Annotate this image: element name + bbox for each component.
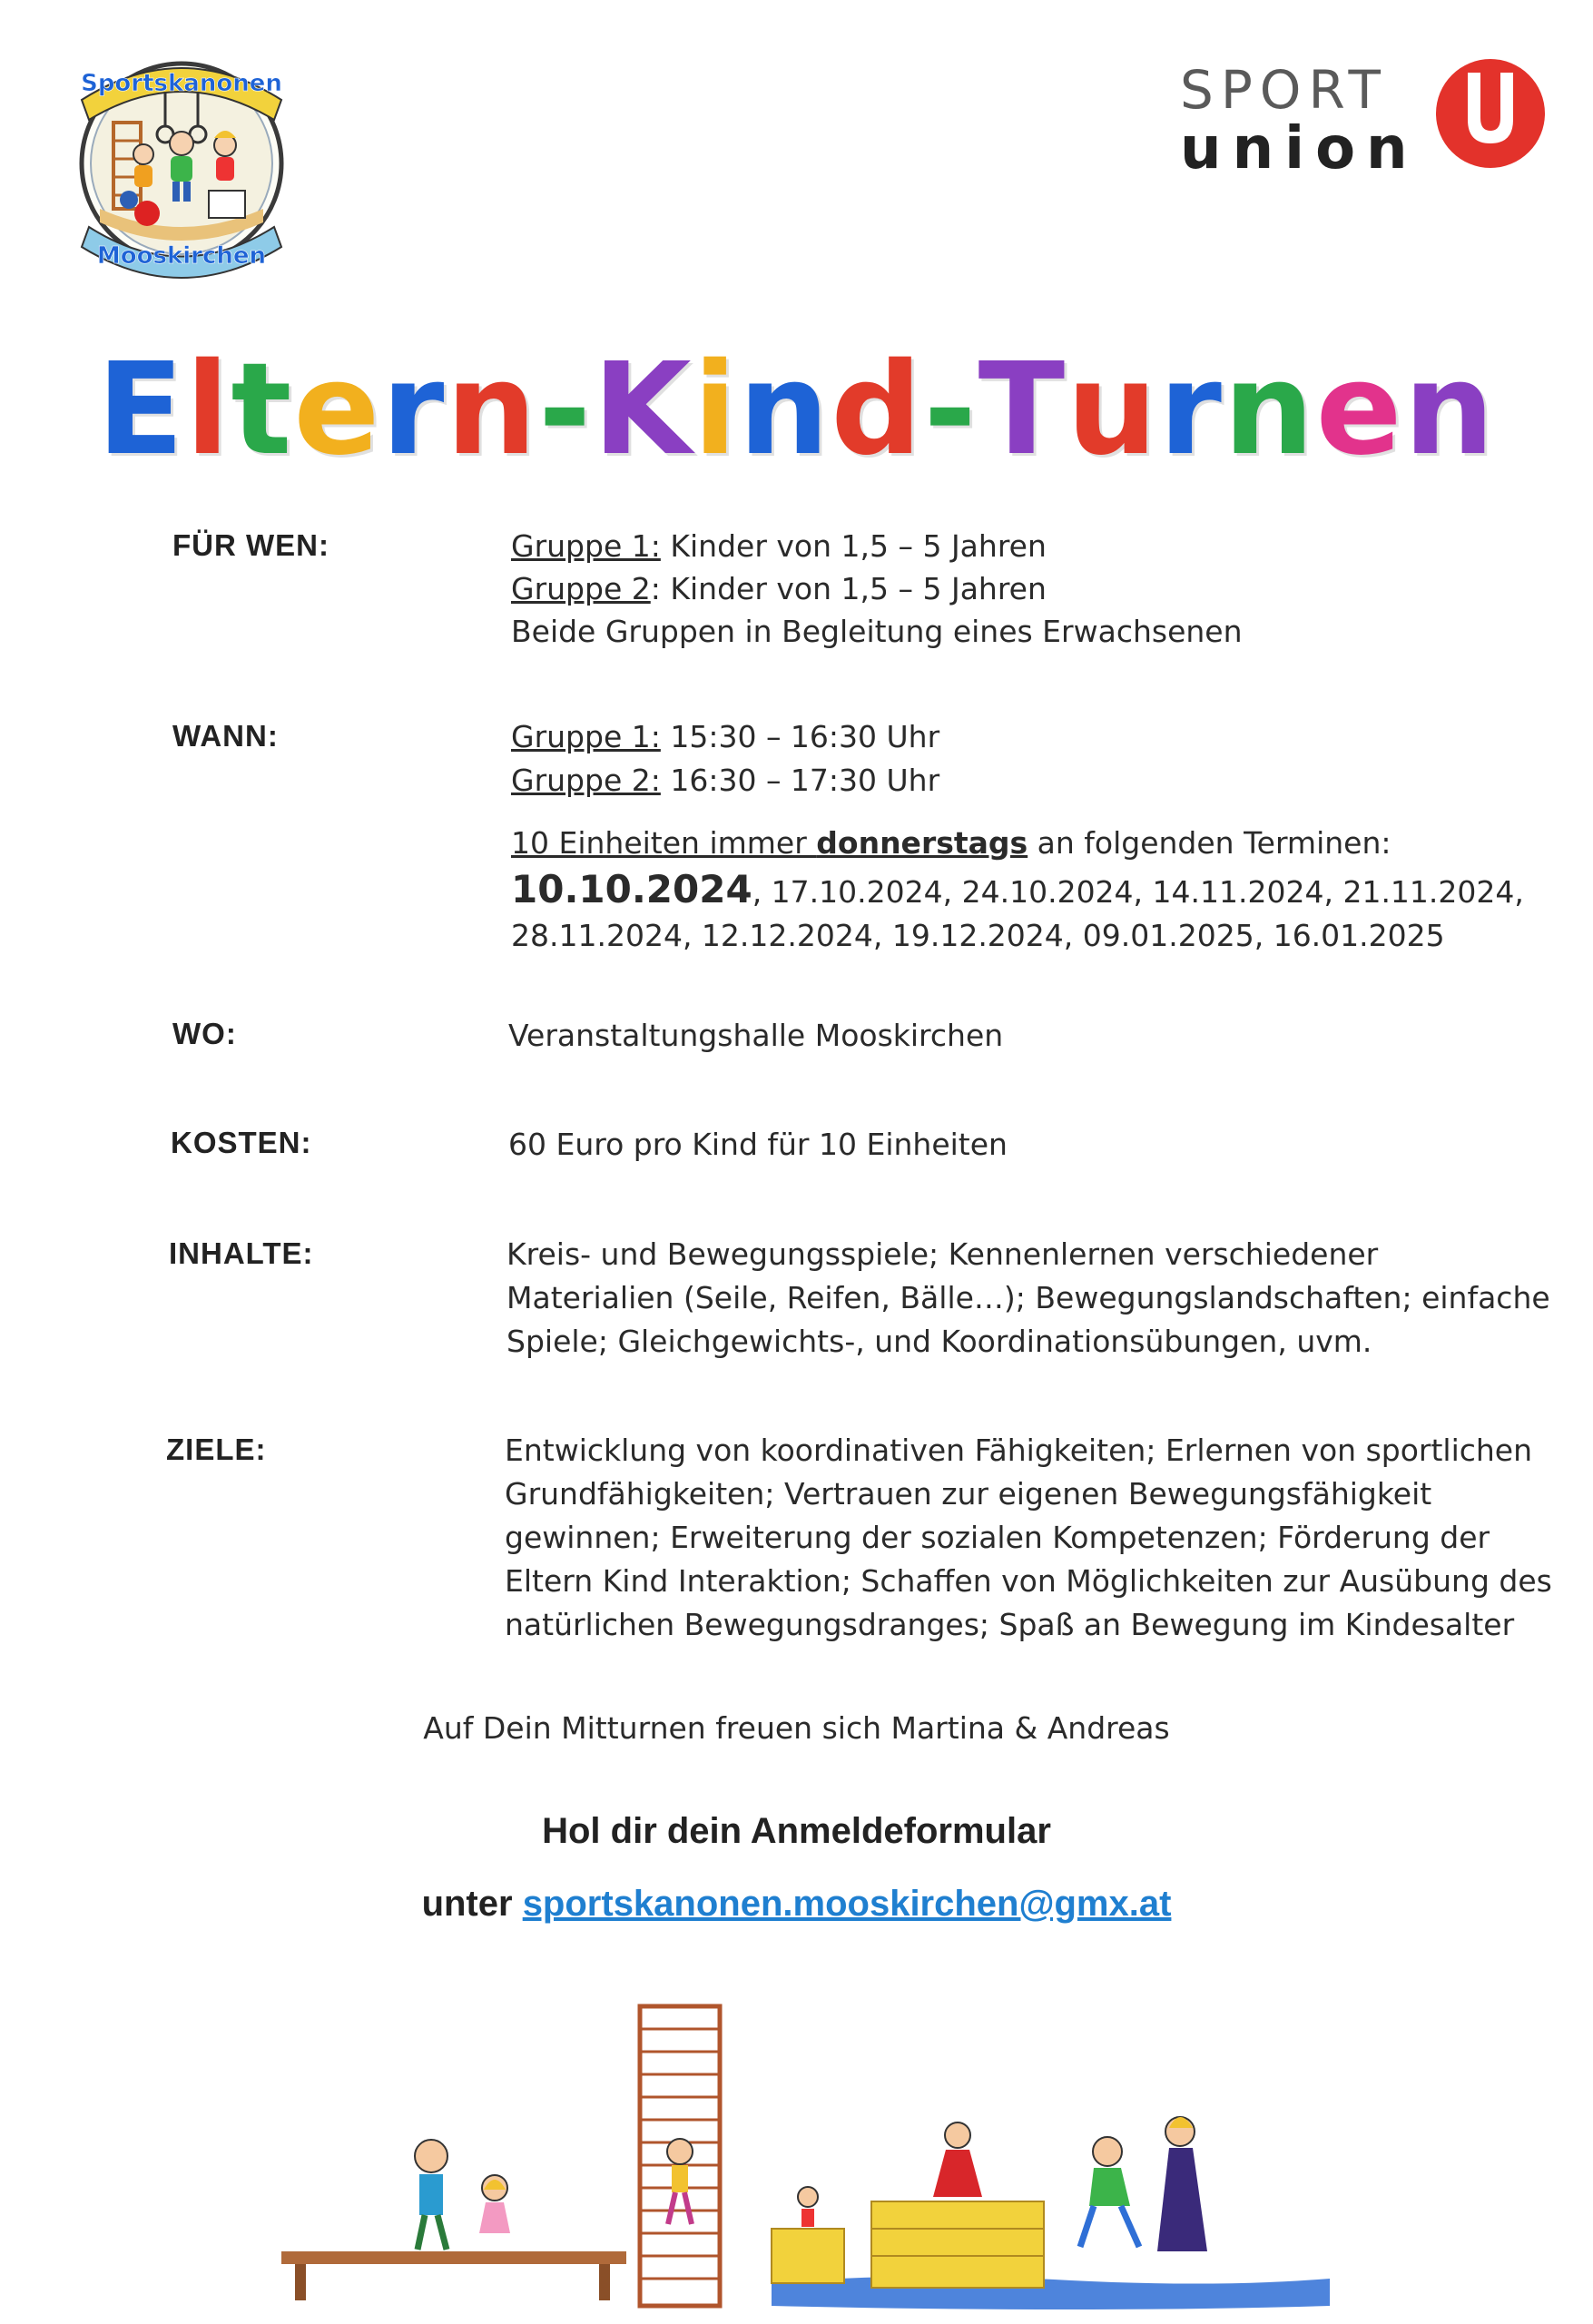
fuer-wen-group2	[511, 567, 1047, 611]
wann-group1-label: Gruppe 1:	[511, 719, 661, 754]
sport-union-logo-line1: SPORT	[1180, 59, 1388, 121]
email-link[interactable]: sportskanonen.mooskirchen@gmx.at	[522, 1884, 1172, 1924]
register-prefix: unter	[421, 1884, 523, 1924]
inhalte-line1: Kreis- und Bewegungsspiele; Kennenlernen verschiedener	[506, 1236, 1379, 1272]
sport-union-logo-line2: union	[1180, 115, 1419, 182]
union-u-icon	[1430, 54, 1552, 172]
label-wann: WANN:	[172, 719, 279, 753]
register-line	[0, 1884, 1593, 1925]
inhalte-line2: Materialien (Seile, Reifen, Bälle…); Bewegungslandschaften; einfache	[506, 1280, 1550, 1315]
wann-units-line	[511, 822, 1391, 865]
title-letter: n	[1403, 336, 1497, 484]
label-ziele: ZIELE:	[166, 1433, 267, 1466]
title-letter: l	[185, 336, 231, 484]
sport-union-logo	[1180, 50, 1552, 182]
wann-group1	[511, 715, 939, 759]
title-letter: r	[1158, 336, 1224, 484]
ziele-line1: Entwicklung von koordinativen Fähigkeiten; Erlernen von sportlichen	[505, 1433, 1533, 1468]
ziele-line2: Grundfähigkeiten; Vertrauen zur eigenen Bewegungsfähigkeit	[505, 1476, 1432, 1512]
wo-text: Veranstaltungshalle Mooskirchen	[508, 1018, 1004, 1053]
wann-units-suffix: an folgenden Terminen:	[1028, 825, 1391, 861]
wann-first-date: 10.10.2024	[511, 867, 752, 911]
club-logo-graphic	[64, 36, 300, 281]
wann-dates-line1	[511, 868, 1524, 914]
kids-drawing	[272, 1988, 1343, 2315]
title-letter: -	[538, 336, 594, 484]
footer-greeting: Auf Dein Mitturnen freuen sich Martina & Andreas	[423, 1710, 1170, 1746]
page-title	[0, 336, 1593, 484]
wann-group2-time: 16:30 – 17:30 Uhr	[660, 763, 940, 798]
fuer-wen-group1	[511, 525, 1047, 568]
kids-drawing-graphic	[272, 1988, 1343, 2315]
club-logo-top-text: Sportskanonen	[81, 70, 282, 97]
label-wo: WO:	[172, 1017, 237, 1050]
wann-group2	[511, 759, 939, 803]
title-letter: E	[96, 336, 186, 484]
club-logo	[64, 36, 300, 281]
club-logo-bottom-text: Mooskirchen	[96, 242, 267, 270]
wann-units-prefix: 10 Einheiten immer	[511, 825, 817, 861]
title-letter: T	[978, 336, 1067, 484]
title-letter: -	[923, 336, 978, 484]
title-letter: e	[1315, 336, 1404, 484]
wann-dates-line2: 28.11.2024, 12.12.2024, 19.12.2024, 09.01.2025, 16.01.2025	[511, 918, 1445, 953]
kosten-text: 60 Euro pro Kind für 10 Einheiten	[508, 1127, 1008, 1162]
fuer-wen-group1-text: Kinder von 1,5 – 5 Jahren	[660, 528, 1047, 564]
title-letter: e	[293, 336, 382, 484]
fuer-wen-group2-label: Gruppe 2	[511, 571, 651, 606]
title-letter: n	[738, 336, 831, 484]
title-letter: n	[1223, 336, 1316, 484]
ziele-line3: gewinnen; Erweiterung der sozialen Kompetenzen; Förderung der	[505, 1520, 1490, 1555]
wann-units-day: donnerstags	[816, 825, 1028, 861]
title-letter: K	[593, 336, 693, 484]
wann-dates-rest: , 17.10.2024, 24.10.2024, 14.11.2024, 21.11.2024,	[752, 874, 1524, 910]
register-heading: Hol dir dein Anmeldeformular	[542, 1811, 1051, 1851]
inhalte-line3: Spiele; Gleichgewichts-, und Koordinationsübungen, uvm.	[506, 1324, 1372, 1359]
ziele-line5: natürlichen Bewegungsdranges; Spaß an Bewegung im Kindesalter	[505, 1607, 1515, 1642]
title-letter: r	[381, 336, 447, 484]
label-fuer-wen: FÜR WEN:	[172, 528, 329, 562]
fuer-wen-note: Beide Gruppen in Begleitung eines Erwachsenen	[511, 614, 1243, 649]
ziele-line4: Eltern Kind Interaktion; Schaffen von Möglichkeiten zur Ausübung des	[505, 1563, 1552, 1599]
title-letter: t	[231, 336, 294, 484]
wann-group2-label: Gruppe 2:	[511, 763, 661, 798]
title-letter: u	[1067, 336, 1159, 484]
fuer-wen-group1-label: Gruppe 1:	[511, 528, 661, 564]
title-letter: d	[831, 336, 924, 484]
title-letter: i	[693, 336, 739, 484]
label-kosten: KOSTEN:	[171, 1126, 312, 1159]
wann-group1-time: 15:30 – 16:30 Uhr	[660, 719, 940, 754]
label-inhalte: INHALTE:	[169, 1236, 314, 1270]
title-letter: n	[446, 336, 539, 484]
fuer-wen-group2-text: : Kinder von 1,5 – 5 Jahren	[650, 571, 1047, 606]
